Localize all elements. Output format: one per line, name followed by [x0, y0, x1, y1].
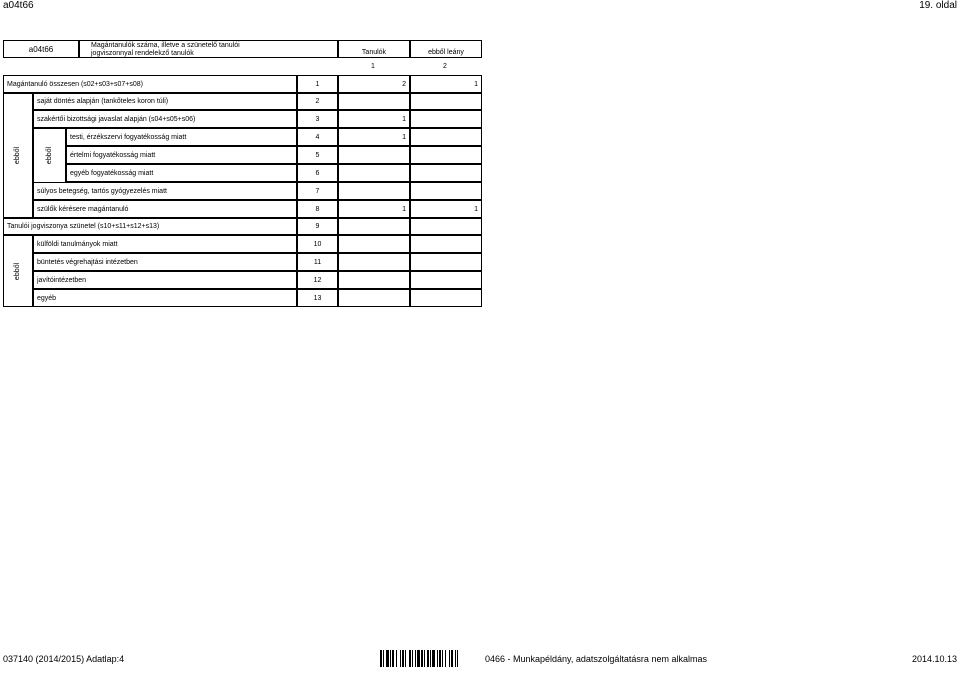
row-number: 1 [297, 75, 338, 93]
barcode-bar [392, 650, 394, 667]
column-number-2: 2 [443, 63, 447, 70]
row-label: értelmi fogyatékosság miatt [66, 146, 297, 164]
cell-students [338, 146, 410, 164]
barcode-bar [449, 650, 450, 667]
row-number: 7 [297, 182, 338, 200]
cell-students [338, 182, 410, 200]
barcode-icon [380, 650, 480, 667]
barcode-bar [409, 650, 411, 667]
cell-students [338, 253, 410, 271]
row-number: 3 [297, 110, 338, 128]
row-number: 2 [297, 93, 338, 110]
cell-students [338, 271, 410, 289]
barcode-bar [400, 650, 401, 667]
row-number: 9 [297, 218, 338, 235]
cell-students: 1 [338, 128, 410, 146]
barcode-bar [439, 650, 441, 667]
cell-girls [410, 146, 482, 164]
barcode-bar [445, 650, 446, 667]
row-label: javítóintézetben [33, 271, 297, 289]
page-number: 19. oldal [919, 0, 957, 11]
document-code: a04t66 [3, 0, 34, 11]
cell-girls [410, 218, 482, 235]
footer-date: 2014.10.13 [911, 654, 957, 664]
barcode-bar [390, 650, 391, 667]
barcode-bar [402, 650, 404, 667]
cell-girls [410, 164, 482, 182]
row-label: külföldi tanulmányok miatt [33, 235, 297, 253]
barcode-bar [396, 650, 397, 667]
row-number: 5 [297, 146, 338, 164]
side-label-outer-1: ebből [3, 93, 33, 218]
barcode-bar [412, 650, 413, 667]
column-header-girls: ebből leány [410, 40, 482, 58]
row-label: súlyos betegség, tartós gyógyezelés miatt [33, 182, 297, 200]
cell-students [338, 218, 410, 235]
cell-girls [410, 110, 482, 128]
row-label: Tanulói jogviszonya szünetel (s10+s11+s12+s13) [3, 218, 297, 235]
column-number-1: 1 [371, 63, 375, 70]
barcode-bar [424, 650, 425, 667]
barcode-bar [417, 650, 420, 667]
cell-girls [410, 253, 482, 271]
barcode-bar [437, 650, 438, 667]
table-title-line2: jogviszonnyal rendelekző tanulók [91, 50, 194, 57]
table-code: a04t66 [3, 40, 79, 58]
row-label: szülők kérésere magántanuló [33, 200, 297, 218]
cell-students [338, 289, 410, 307]
barcode-bar [442, 650, 443, 667]
cell-girls [410, 271, 482, 289]
barcode-bar [405, 650, 406, 667]
cell-girls [410, 182, 482, 200]
table-title [79, 40, 338, 58]
cell-girls [410, 93, 482, 110]
table-title-line1: Magántanulók száma, illetve a szünetelő tanulói [91, 42, 240, 49]
row-number: 6 [297, 164, 338, 182]
side-label-outer-2: ebből [3, 235, 33, 307]
cell-students [338, 235, 410, 253]
barcode-bar [380, 650, 382, 667]
cell-students: 1 [338, 200, 410, 218]
side-label-inner-1: ebből [33, 128, 66, 183]
cell-girls [410, 128, 482, 146]
cell-students: 1 [338, 110, 410, 128]
row-number: 8 [297, 200, 338, 218]
row-label: egyéb [33, 289, 297, 307]
barcode-bar [451, 650, 453, 667]
cell-students [338, 93, 410, 110]
barcode-bar [455, 650, 456, 667]
footer-form-id: 037140 (2014/2015) Adatlap:4 [3, 654, 125, 664]
row-label: Magántanuló összesen (s02+s03+s07+s08) [3, 75, 297, 93]
row-number: 11 [297, 253, 338, 271]
barcode-bar [457, 650, 458, 667]
row-label: egyéb fogyatékosság miatt [66, 164, 297, 182]
column-header-students: Tanulók [338, 40, 410, 58]
cell-students [338, 164, 410, 182]
barcode-bar [427, 650, 429, 667]
barcode-bar [383, 650, 384, 667]
row-number: 10 [297, 235, 338, 253]
row-number: 13 [297, 289, 338, 307]
row-label: saját döntés alapján (tankőteles koron túli) [33, 93, 297, 110]
row-label: szakértői bizottsági javaslat alapján (s04+s05+s06) [33, 110, 297, 128]
row-number: 4 [297, 128, 338, 146]
row-label: testi, érzékszervi fogyatékosság miatt [66, 128, 297, 146]
barcode-bar [430, 650, 431, 667]
barcode-bar [386, 650, 389, 667]
barcode-bar [421, 650, 423, 667]
footer-watermark-note: 0466 - Munkapéldány, adatszolgáltatásra nem alkalmas [485, 654, 707, 664]
barcode-bar [415, 650, 416, 667]
cell-girls [410, 289, 482, 307]
row-label: büntetés végrehajtási intézetben [33, 253, 297, 271]
cell-girls: 1 [410, 75, 482, 93]
row-number: 12 [297, 271, 338, 289]
cell-girls: 1 [410, 200, 482, 218]
cell-students: 2 [338, 75, 410, 93]
cell-girls [410, 235, 482, 253]
barcode-bar [432, 650, 435, 667]
